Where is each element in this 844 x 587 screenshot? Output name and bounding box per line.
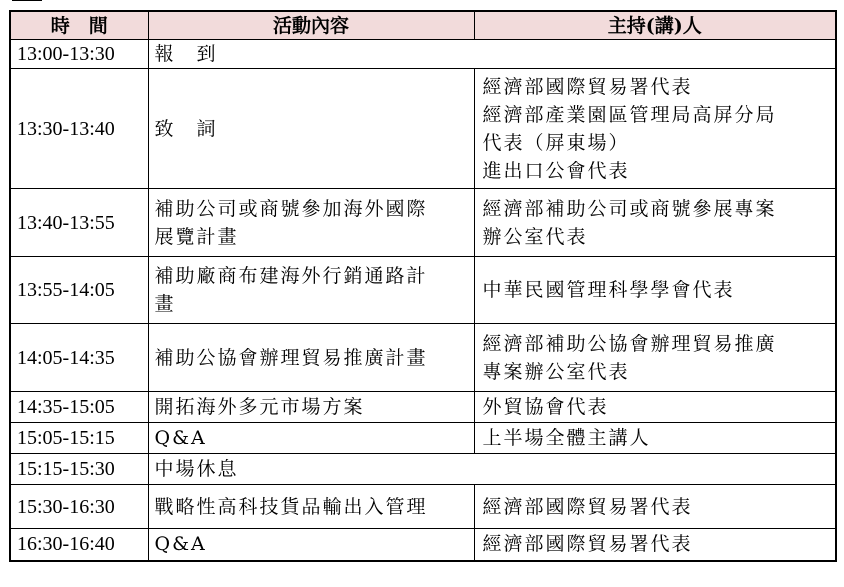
host-line: 專案辦公室代表 [482,360,630,383]
table-header-row [10,11,836,40]
agenda-table [9,10,837,562]
time-cell: 14:35-15:05 [10,392,148,423]
activity-cell: 戰略性高科技貨品輸出入管理 [148,485,474,529]
host-line: 經濟部產業園區管理局高屏分局 [482,103,777,126]
time-cell: 16:30-16:40 [10,529,148,561]
activity-cell: Q&A [148,423,474,454]
time-cell: 15:05-15:15 [10,423,148,454]
activity-cell [148,257,474,324]
host-cell [474,69,836,189]
time-cell: 13:55-14:05 [10,257,148,324]
time-cell: 13:30-13:40 [10,69,148,189]
table-row [10,392,836,423]
host-cell: 經濟部國際貿易署代表 [474,485,836,529]
host-line: 代表（屏東場） [482,131,630,154]
time-cell: 13:00-13:30 [10,40,148,69]
host-line: 經濟部補助公協會辦理貿易推廣 [482,332,777,355]
header-time: 時 間 [10,11,148,40]
table-row [10,40,836,69]
activity-cell: 開拓海外多元市場方案 [148,392,474,423]
host-line: 經濟部補助公司或商號參展專案 [482,197,777,220]
host-line: 經濟部國際貿易署代表 [482,75,693,98]
page-top-rule [12,0,42,4]
table-row [10,454,836,485]
table-row [10,485,836,529]
table-row [10,189,836,257]
activity-cell: Q&A [148,529,474,561]
activity-line: 補助公司或商號參加海外國際 [154,197,428,220]
table-row [10,529,836,561]
table-row [10,69,836,189]
activity-cell: 補助公協會辦理貿易推廣計畫 [148,324,474,392]
table-row [10,257,836,324]
host-cell [474,324,836,392]
time-cell: 15:15-15:30 [10,454,148,485]
host-cell: 上半場全體主講人 [474,423,836,454]
time-cell: 13:40-13:55 [10,189,148,257]
host-line: 進出口公會代表 [482,159,630,182]
activity-line: 展覽計畫 [154,225,239,248]
host-line: 辦公室代表 [482,225,588,248]
activity-line: 畫 [154,293,176,315]
time-cell: 14:05-14:35 [10,324,148,392]
table-row [10,324,836,392]
time-cell: 15:30-16:30 [10,485,148,529]
activity-cell: 致 詞 [148,69,474,189]
header-host: 主持(講)人 [474,11,836,40]
host-cell: 經濟部國際貿易署代表 [474,529,836,561]
host-cell [474,189,836,257]
activity-cell: 中場休息 [148,454,836,485]
activity-cell [148,189,474,257]
header-activity: 活動內容 [148,11,474,40]
activity-cell: 報 到 [148,40,836,69]
host-cell: 外貿協會代表 [474,392,836,423]
activity-line: 補助廠商布建海外行銷通路計 [154,265,428,287]
host-cell: 中華民國管理科學學會代表 [474,257,836,324]
table-row [10,423,836,454]
